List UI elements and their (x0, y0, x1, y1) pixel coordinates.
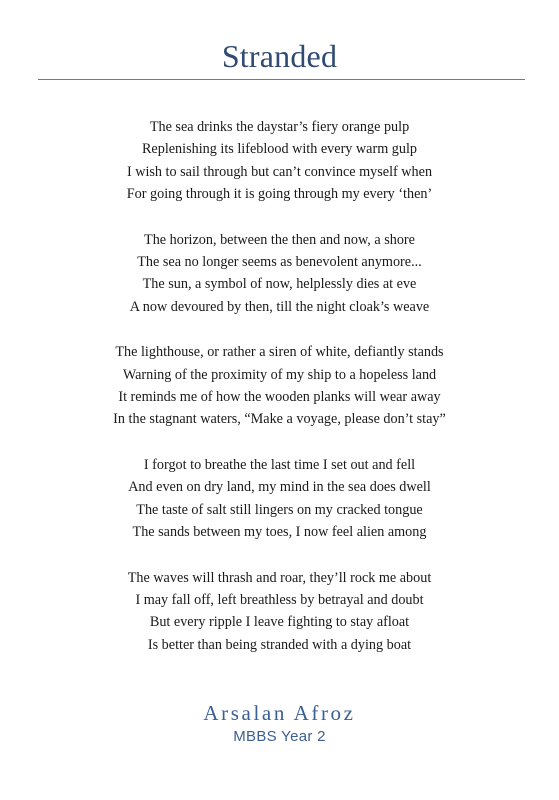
poem-body (0, 116, 559, 679)
author-name: Arsalan Afroz (203, 701, 356, 725)
stanza (0, 567, 559, 657)
title-divider (38, 79, 525, 80)
poem-line: In the stagnant waters, “Make a voyage, please don’t stay” (113, 411, 446, 428)
poem-line: I forgot to breathe the last time I set out and fell (143, 456, 416, 473)
poem-line: A now devoured by then, till the night cloak’s weave (129, 298, 430, 315)
stanza (0, 341, 559, 431)
poem-line: Warning of the proximity of my ship to a hopeless land (122, 366, 437, 383)
poem-line: But every ripple I leave fighting to stay afloat (149, 614, 410, 631)
poem-line: The taste of salt still lingers on my cracked tongue (136, 501, 423, 518)
poem-line: It reminds me of how the wooden planks will wear away (118, 389, 441, 406)
stanza (0, 229, 559, 319)
poem-line: For going through it is going through my every ‘then’ (126, 186, 433, 203)
poem-line: Replenishing its lifeblood with every warm gulp (141, 141, 418, 158)
poem-line: The lighthouse, or rather a siren of white, defiantly stands (115, 344, 444, 361)
stanza (0, 454, 559, 544)
poem-line: The waves will thrash and roar, they’ll rock me about (127, 569, 432, 586)
poem-line: The sands between my toes, I now feel alien among (132, 524, 427, 541)
poem-line: And even on dry land, my mind in the sea does dwell (128, 479, 431, 496)
author-subtitle: MBBS Year 2 (233, 728, 326, 745)
poem-line: The horizon, between the then and now, a shore (144, 231, 415, 248)
poem-line: I may fall off, left breathless by betrayal and doubt (135, 591, 424, 608)
poem-line: I wish to sail through but can’t convince myself when (126, 163, 433, 180)
poem-line: The sea drinks the daystar’s fiery orange pulp (149, 119, 410, 135)
poem-line: Is better than being stranded with a dying boat (147, 636, 412, 653)
poem-line: The sea no longer seems as benevolent anymore... (137, 254, 422, 271)
stanza (0, 116, 559, 206)
poem-title: Stranded (221, 38, 338, 74)
poem-line: The sun, a symbol of now, helplessly dies at eve (142, 276, 417, 293)
